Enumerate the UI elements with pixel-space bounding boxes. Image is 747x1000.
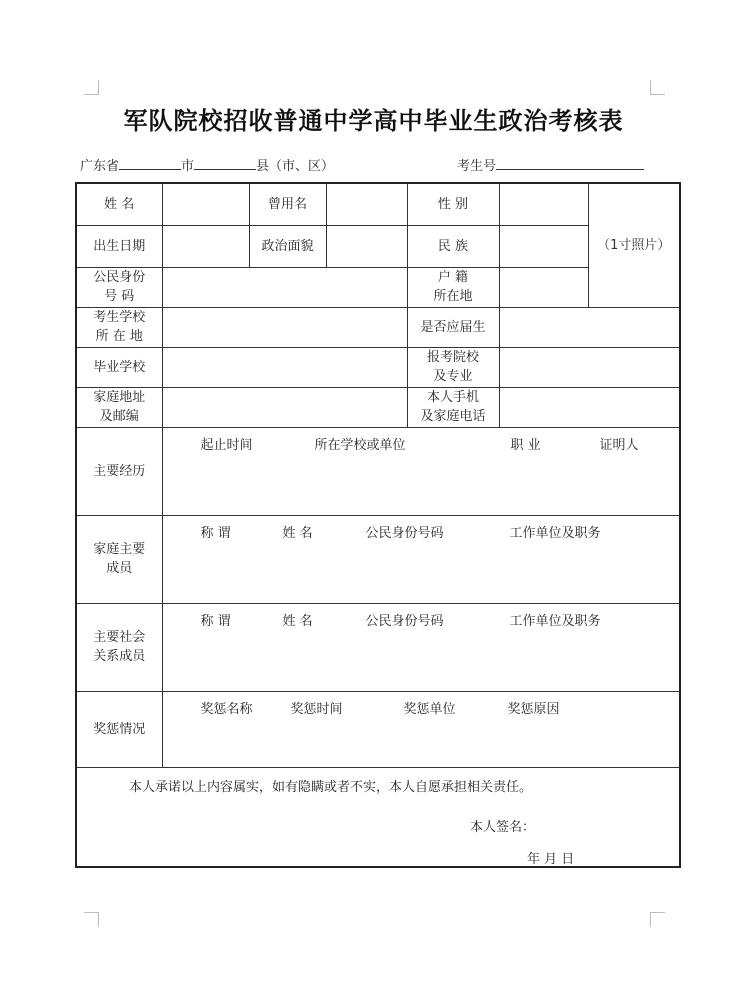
table-row (76, 307, 680, 347)
current-graduate-label: 是否应届生 (407, 307, 499, 347)
name-value-cell[interactable] (162, 183, 249, 225)
awards-header-unit: 奖惩单位 (403, 701, 456, 717)
awards-header-title: 奖惩名称 (200, 701, 253, 717)
graduation-school-label: 毕业学校 (76, 347, 162, 387)
birth-date-value-cell[interactable] (162, 225, 249, 267)
birth-date-label: 出生日期 (76, 225, 162, 267)
exam-number-label: 考生号 (457, 159, 497, 174)
signature-label[interactable]: 本人签名： (470, 819, 536, 835)
crop-mark-bottom-right (650, 912, 665, 927)
id-number-label: 公民身份 号 码 (76, 267, 162, 307)
pledge-statement: 本人承诺以上内容属实，如有隐瞒或者不实，本人自愿承担相关责任。 (129, 779, 533, 795)
family-header-id: 公民身份号码 (365, 525, 444, 541)
signature-date[interactable]: 年 月 日 (527, 851, 575, 867)
province-blank[interactable] (119, 157, 181, 170)
gender-value-cell[interactable] (499, 183, 588, 225)
experience-section-label: 主要经历 (76, 427, 162, 515)
social-header-name: 姓 名 (282, 613, 313, 629)
graduation-school-value-cell[interactable] (162, 347, 407, 387)
former-name-label: 曾用名 (249, 183, 326, 225)
experience-header-period: 起止时间 (200, 437, 253, 453)
crop-mark-bottom-left (84, 912, 99, 927)
current-graduate-value-cell[interactable] (499, 307, 680, 347)
city-label: 市 (181, 159, 195, 174)
political-status-value-cell[interactable] (326, 225, 407, 267)
family-header-relation: 称 谓 (200, 525, 231, 541)
social-section-label: 主要社会 关系成员 (76, 603, 162, 691)
crop-mark-top-left (84, 80, 99, 95)
ethnicity-label: 民 族 (407, 225, 499, 267)
city-blank[interactable] (194, 157, 256, 170)
applied-school-value-cell[interactable] (499, 347, 680, 387)
header-province-line (80, 155, 334, 174)
table-row (76, 347, 680, 387)
experience-header-school: 所在学校或单位 (314, 437, 406, 453)
crop-mark-top-right (650, 80, 665, 95)
table-row (76, 767, 680, 867)
table-row (76, 691, 680, 767)
phone-label: 本人手机 及家庭电话 (407, 387, 499, 427)
home-address-label: 家庭地址 及邮编 (76, 387, 162, 427)
family-section-body[interactable] (162, 515, 680, 603)
awards-section-label: 奖惩情况 (76, 691, 162, 767)
social-header-employer: 工作单位及职务 (509, 613, 601, 629)
experience-header-occupation: 职 业 (510, 437, 541, 453)
family-header-employer: 工作单位及职务 (509, 525, 601, 541)
experience-header-reference: 证明人 (599, 437, 639, 453)
province-label: 广东省 (80, 159, 120, 174)
household-value-cell[interactable] (499, 267, 588, 307)
exam-number-blank[interactable] (496, 157, 644, 170)
political-review-table (75, 182, 681, 868)
experience-section-body[interactable] (162, 427, 680, 515)
table-row (76, 387, 680, 427)
table-row (76, 515, 680, 603)
family-header-name: 姓 名 (282, 525, 313, 541)
social-section-body[interactable] (162, 603, 680, 691)
table-row (76, 183, 680, 225)
social-header-id: 公民身份号码 (365, 613, 444, 629)
candidate-school-label: 考生学校 所 在 地 (76, 307, 162, 347)
phone-value-cell[interactable] (499, 387, 680, 427)
awards-section-body[interactable] (162, 691, 680, 767)
social-header-relation: 称 谓 (200, 613, 231, 629)
awards-header-reason: 奖惩原因 (507, 701, 560, 717)
table-row (76, 603, 680, 691)
county-label: 县（市、区） (256, 159, 335, 174)
form-title: 军队院校招收普通中学高中毕业生政治考核表 (123, 107, 624, 135)
home-address-value-cell[interactable] (162, 387, 407, 427)
pledge-section (76, 767, 680, 867)
awards-header-time: 奖惩时间 (290, 701, 343, 717)
candidate-school-value-cell[interactable] (162, 307, 407, 347)
table-row (76, 427, 680, 515)
header-exam-number-line (457, 155, 644, 174)
applied-school-label: 报考院校 及专业 (407, 347, 499, 387)
family-section-label: 家庭主要 成员 (76, 515, 162, 603)
household-label: 户 籍 所在地 (407, 267, 499, 307)
photo-placeholder[interactable]: （1寸照片） (588, 183, 680, 307)
political-status-label: 政治面貌 (249, 225, 326, 267)
ethnicity-value-cell[interactable] (499, 225, 588, 267)
id-number-value-cell[interactable] (162, 267, 407, 307)
name-label: 姓 名 (76, 183, 162, 225)
former-name-value-cell[interactable] (326, 183, 407, 225)
gender-label: 性 别 (407, 183, 499, 225)
